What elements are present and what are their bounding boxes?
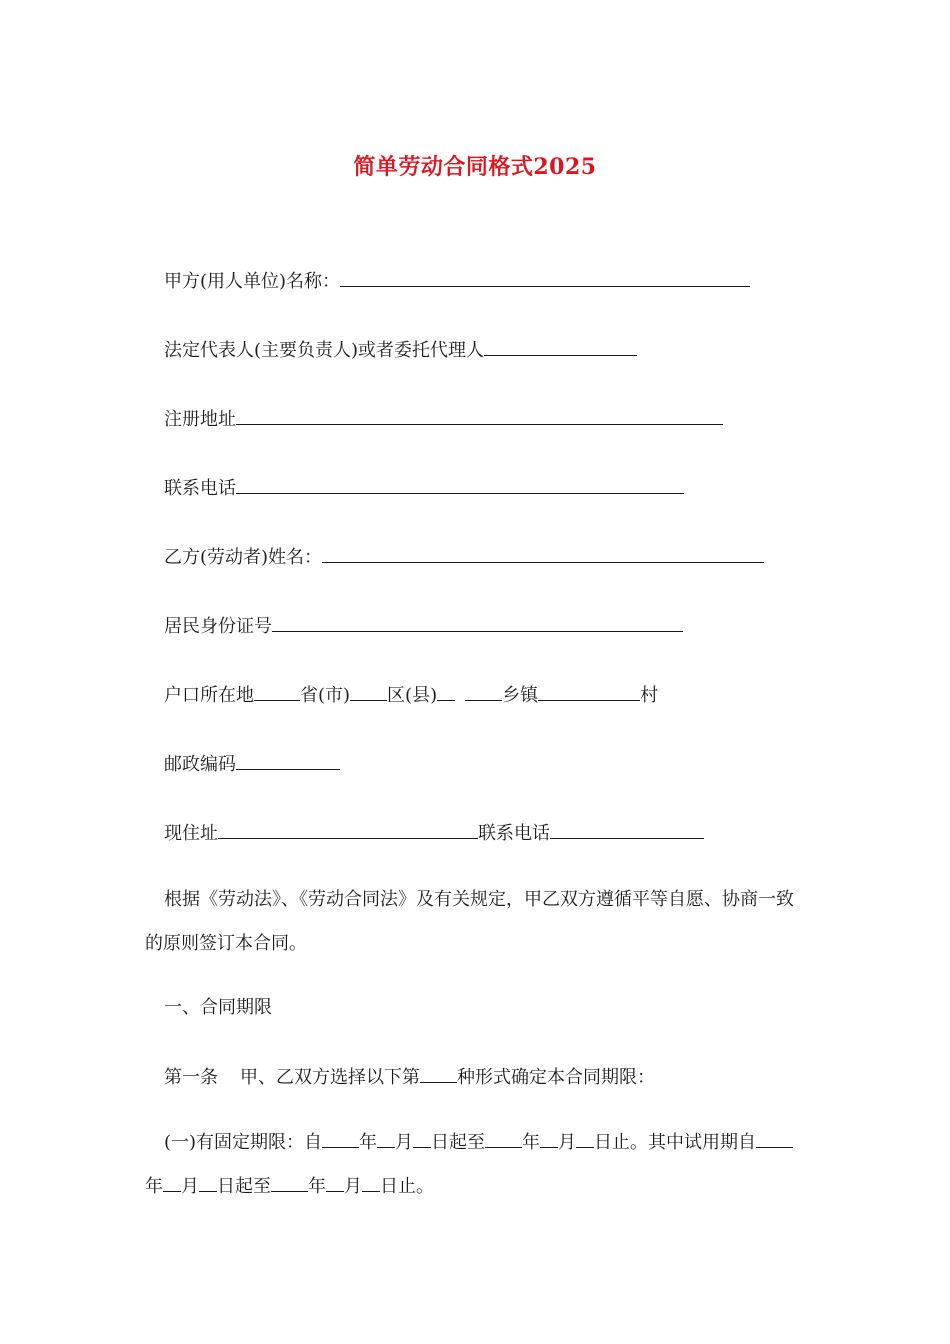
trial-from-label: 日止。其中试用期自 bbox=[594, 1132, 757, 1153]
month-label: 月 bbox=[558, 1132, 577, 1153]
id-number-blank[interactable] bbox=[272, 613, 683, 632]
current-address-label: 现住址 bbox=[164, 823, 218, 844]
party-a-name-blank[interactable] bbox=[340, 268, 750, 287]
start-month-blank[interactable] bbox=[377, 1129, 395, 1148]
intro-paragraph: 根据《劳动法》、《劳动合同法》及有关规定，甲乙双方遵循平等自愿、协商一致的原则签订本合同。 bbox=[145, 889, 794, 954]
party-b-name-blank[interactable] bbox=[322, 544, 764, 563]
trial-end-year-blank[interactable] bbox=[271, 1173, 308, 1192]
trial-start-year-blank-b[interactable] bbox=[765, 1129, 793, 1148]
start-day-blank[interactable] bbox=[413, 1129, 431, 1148]
article-1-text-before: 甲、乙双方选择以下第 bbox=[240, 1067, 420, 1088]
current-address-line bbox=[164, 820, 704, 847]
hukou-town-blank[interactable] bbox=[465, 682, 502, 701]
article-1-line bbox=[164, 1064, 655, 1091]
section-heading-term: 一、合同期限 bbox=[164, 997, 272, 1018]
document-title: 简单劳动合同格式2025 bbox=[353, 154, 597, 180]
year-label: 年 bbox=[308, 1176, 326, 1197]
day-from-label: 日起至 bbox=[431, 1132, 486, 1153]
contact-phone-a-blank[interactable] bbox=[236, 475, 684, 494]
hukou-province-label: 省(市) bbox=[300, 685, 351, 706]
clause-fixed-prefix: (一)有固定期限：自 bbox=[164, 1132, 323, 1153]
hukou-town-label: 乡镇 bbox=[502, 685, 539, 706]
contact-phone-b-blank[interactable] bbox=[550, 820, 704, 839]
reg-address-blank[interactable] bbox=[236, 406, 723, 425]
year-label: 年 bbox=[145, 1176, 163, 1197]
party-b-name-label: 乙方(劳动者)姓名： bbox=[164, 547, 323, 568]
article-1-label: 第一条 bbox=[164, 1067, 218, 1088]
hukou-label: 户口所在地 bbox=[164, 685, 254, 706]
party-a-name-label: 甲方(用人单位)名称： bbox=[164, 271, 341, 292]
reg-address-label: 注册地址 bbox=[164, 409, 236, 430]
hukou-district-blank-2[interactable] bbox=[437, 682, 455, 701]
hukou-district-label: 区(县) bbox=[387, 685, 438, 706]
day-from-label: 日起至 bbox=[217, 1176, 271, 1197]
month-label: 月 bbox=[181, 1176, 199, 1197]
legal-rep-label: 法定代表人(主要负责人)或者委托代理人 bbox=[164, 340, 485, 361]
hukou-village-blank[interactable] bbox=[538, 682, 640, 701]
end-month-blank[interactable] bbox=[540, 1129, 558, 1148]
hukou-district-blank[interactable] bbox=[350, 682, 387, 701]
hukou-line bbox=[164, 682, 658, 709]
id-number-line bbox=[164, 613, 683, 640]
day-end-label: 日止。 bbox=[380, 1176, 434, 1197]
year-label: 年 bbox=[359, 1132, 378, 1153]
hukou-village-label: 村 bbox=[640, 685, 659, 706]
trial-start-day-blank[interactable] bbox=[199, 1173, 217, 1192]
party-a-name-line bbox=[164, 268, 750, 295]
end-year-blank[interactable] bbox=[485, 1129, 522, 1148]
start-year-blank[interactable] bbox=[322, 1129, 359, 1148]
contact-phone-b-label: 联系电话 bbox=[478, 823, 550, 844]
clause-fixed-term bbox=[145, 1121, 810, 1209]
postcode-line bbox=[164, 751, 340, 778]
article-1-form-blank[interactable] bbox=[420, 1064, 457, 1083]
article-1-text-after: 种形式确定本合同期限： bbox=[457, 1067, 655, 1088]
trial-start-month-blank[interactable] bbox=[163, 1173, 181, 1192]
id-number-label: 居民身份证号 bbox=[164, 616, 272, 637]
end-day-blank[interactable] bbox=[576, 1129, 594, 1148]
party-b-name-line bbox=[164, 544, 764, 571]
trial-end-day-blank[interactable] bbox=[362, 1173, 380, 1192]
legal-rep-blank[interactable] bbox=[484, 337, 637, 356]
postcode-label: 邮政编码 bbox=[164, 754, 236, 775]
month-label: 月 bbox=[395, 1132, 414, 1153]
postcode-blank[interactable] bbox=[236, 751, 340, 770]
year-label: 年 bbox=[522, 1132, 541, 1153]
contact-phone-a-line bbox=[164, 475, 684, 502]
trial-start-year-blank-a[interactable] bbox=[756, 1129, 765, 1148]
reg-address-line bbox=[164, 406, 723, 433]
hukou-province-blank[interactable] bbox=[254, 682, 300, 701]
legal-rep-line bbox=[164, 337, 637, 364]
trial-end-month-blank[interactable] bbox=[326, 1173, 344, 1192]
month-label: 月 bbox=[344, 1176, 362, 1197]
current-address-blank[interactable] bbox=[218, 820, 478, 839]
contact-phone-a-label: 联系电话 bbox=[164, 478, 236, 499]
